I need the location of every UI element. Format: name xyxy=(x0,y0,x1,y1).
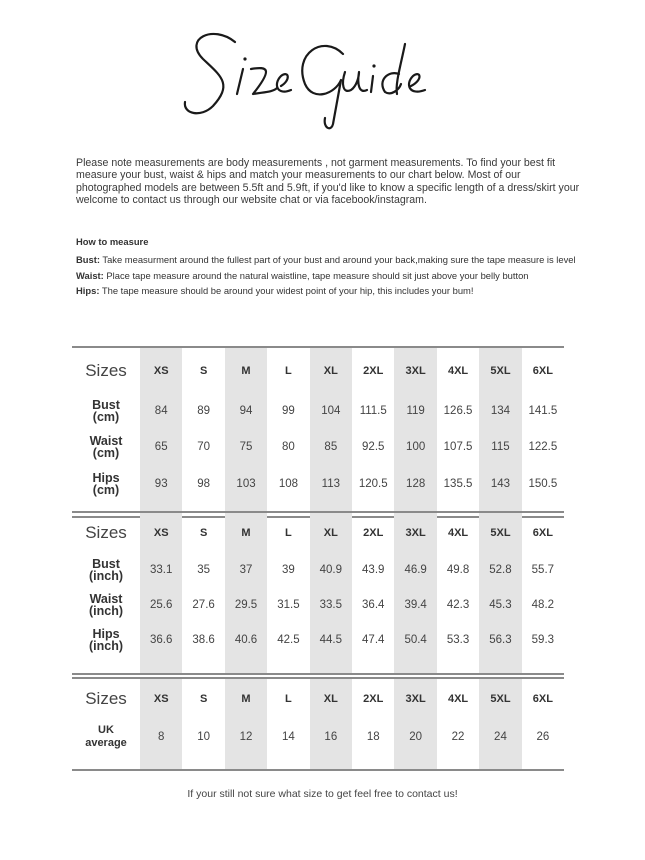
row-label: UK xyxy=(98,724,114,736)
table-cell: L xyxy=(285,365,292,377)
table-cell xyxy=(182,755,224,769)
table-cell: 40.6 xyxy=(225,623,267,657)
table-cell: XL xyxy=(310,679,352,719)
table-cell: 31.5 xyxy=(277,599,300,611)
table-cell: 113 xyxy=(310,466,352,502)
table-row xyxy=(72,466,564,502)
table-cell: 107.5 xyxy=(443,441,473,453)
table-cell: 104 xyxy=(310,394,352,428)
table-cell: 55.7 xyxy=(531,564,555,576)
table-cell: 70 xyxy=(197,441,210,453)
table-cell: 80 xyxy=(282,441,295,453)
table-cell: 4XL xyxy=(447,527,469,539)
table-cell: 115 xyxy=(479,428,521,466)
table-cell: XS xyxy=(140,348,182,394)
table-cell: 46.9 xyxy=(394,553,436,587)
row-label xyxy=(72,435,140,459)
table-cell: 85 xyxy=(310,428,352,466)
table-cell: 128 xyxy=(394,466,436,502)
table-cell xyxy=(225,755,267,769)
table-cell: 14 xyxy=(282,731,295,743)
table-cell: 49.8 xyxy=(446,564,470,576)
table-cell: XS xyxy=(140,513,182,553)
table-cell: 2XL xyxy=(363,693,384,705)
table-cell: 47.4 xyxy=(362,634,385,646)
table-cell: 27.6 xyxy=(192,599,215,611)
row-label: (inch) xyxy=(88,604,124,618)
table-cell xyxy=(437,755,479,769)
row-label xyxy=(72,593,140,617)
table-cell: 89 xyxy=(197,405,210,417)
table-cell: 141.5 xyxy=(528,405,558,417)
table-cell: XL xyxy=(310,348,352,394)
table-cell: 44.5 xyxy=(310,623,352,657)
table-cell: M xyxy=(225,513,267,553)
row-label xyxy=(72,558,140,582)
table-cell: 3XL xyxy=(394,679,436,719)
table-cell: 16 xyxy=(310,719,352,755)
table-cell: 92.5 xyxy=(362,441,385,453)
table-cell: 3XL xyxy=(394,348,436,394)
table-cell xyxy=(310,755,352,769)
table-cell xyxy=(394,657,436,673)
row-label: Sizes xyxy=(85,523,127,542)
table-cell: 36.6 xyxy=(140,623,182,657)
table-cell: 48.2 xyxy=(531,599,555,611)
table-cell: S xyxy=(199,365,208,377)
inch-table xyxy=(72,511,564,675)
row-label: Sizes xyxy=(85,361,127,380)
table-cell xyxy=(394,755,436,769)
table-cell: 6XL xyxy=(532,365,553,377)
row-label: (cm) xyxy=(92,410,120,424)
table-cell: 59.3 xyxy=(531,634,555,646)
table-cell: 56.3 xyxy=(479,623,521,657)
table-cell: 26 xyxy=(536,731,550,743)
table-cell: 52.8 xyxy=(479,553,521,587)
row-label: Bust xyxy=(92,398,120,412)
row-label: Waist xyxy=(89,434,123,448)
table-cell xyxy=(225,657,267,673)
table-cell: 38.6 xyxy=(192,634,215,646)
table-cell: L xyxy=(285,527,292,539)
table-row xyxy=(72,587,564,623)
table-cell: 25.6 xyxy=(140,587,182,623)
table-cell: 5XL xyxy=(479,679,521,719)
table-row xyxy=(72,394,564,428)
table-header xyxy=(72,348,564,394)
table-cell: 36.4 xyxy=(362,599,385,611)
table-cell: 5XL xyxy=(479,348,521,394)
table-cell: 24 xyxy=(479,719,521,755)
table-cell: 108 xyxy=(278,478,299,490)
table-cell: 6XL xyxy=(532,693,553,705)
row-label: Waist xyxy=(89,592,123,606)
table-cell: 42.3 xyxy=(446,599,470,611)
hips-instruction: Hips: The tape measure should be around your widest point of your hip, this includes your bum! xyxy=(76,285,474,297)
row-label: (inch) xyxy=(88,639,124,653)
table-cell: 93 xyxy=(140,466,182,502)
table-cell xyxy=(479,755,521,769)
table-cell: 134 xyxy=(479,394,521,428)
intro-text: Please note measurements are body measurements , not garment measurements. To find your best fit measure your bust, waist & hips and match your measurements to our chart below. Most of our photographed models are between 5.5ft and 5.9ft, if you'd like to know a specific length of a dress/skirt your welcome to contact us through our website chat or via facebook/instagram. xyxy=(76,157,580,207)
table-cell: 6XL xyxy=(532,527,553,539)
table-cell: 65 xyxy=(140,428,182,466)
footer-note: If your still not sure what size to get feel free to contact us! xyxy=(187,788,458,800)
table-cell xyxy=(352,657,394,673)
table-cell: M xyxy=(225,348,267,394)
table-cell xyxy=(140,657,182,673)
table-cell: 135.5 xyxy=(443,478,473,490)
waist-instruction: Waist: Place tape measure around the natural waistline, tape measure should sit just above your belly button xyxy=(76,269,529,281)
table-cell: 53.3 xyxy=(446,634,470,646)
table-cell: 84 xyxy=(140,394,182,428)
table-cell: 143 xyxy=(479,466,521,502)
row-label xyxy=(72,724,140,750)
table-cell: 39.4 xyxy=(394,587,436,623)
table-cell xyxy=(522,755,564,769)
table-cell: 22 xyxy=(451,731,465,743)
table-cell: 75 xyxy=(225,428,267,466)
table-cell: 2XL xyxy=(363,527,384,539)
table-cell: 120.5 xyxy=(358,478,388,490)
table-cell xyxy=(437,657,479,673)
table-cell: 10 xyxy=(197,731,210,743)
table-cell: 150.5 xyxy=(528,478,558,490)
table-cell: 12 xyxy=(225,719,267,755)
table-cell: 98 xyxy=(197,478,210,490)
table-header xyxy=(72,679,564,719)
table-cell: 103 xyxy=(225,466,267,502)
table-row xyxy=(72,719,564,755)
table-row xyxy=(72,428,564,466)
table-cell: 29.5 xyxy=(225,587,267,623)
row-label: (cm) xyxy=(92,446,120,460)
page-title xyxy=(0,14,645,132)
table-cell: 42.5 xyxy=(277,634,300,646)
table-cell: 2XL xyxy=(363,365,384,377)
table-cell: XS xyxy=(140,679,182,719)
table-cell: M xyxy=(225,679,267,719)
table-cell: 18 xyxy=(366,731,380,743)
bust-instruction: Bust: Take measurment around the fullest part of your bust and around your back,making sure the tape measure is level xyxy=(76,253,576,265)
table-cell: 35 xyxy=(197,564,210,576)
table-cell: 94 xyxy=(225,394,267,428)
cm-table xyxy=(72,346,564,518)
size-guide-logo xyxy=(173,14,473,132)
table-cell: XL xyxy=(310,513,352,553)
table-cell: 122.5 xyxy=(528,441,558,453)
table-cell: 111.5 xyxy=(359,405,387,417)
row-label: Bust xyxy=(92,557,120,571)
table-cell: 37 xyxy=(225,553,267,587)
row-label: Hips xyxy=(92,627,120,641)
how-to-heading: How to measure xyxy=(76,236,149,247)
table-cell: 39 xyxy=(282,564,295,576)
table-cell xyxy=(479,657,521,673)
table-cell xyxy=(310,657,352,673)
table-cell: 126.5 xyxy=(443,405,473,417)
table-row xyxy=(72,623,564,657)
table-row xyxy=(72,553,564,587)
table-cell: 33.1 xyxy=(140,553,182,587)
table-cell: S xyxy=(199,693,208,705)
row-label: (cm) xyxy=(92,483,120,497)
table-cell: 4XL xyxy=(447,365,469,377)
how-to-measure xyxy=(76,236,581,301)
table-cell: 50.4 xyxy=(394,623,436,657)
row-label: Sizes xyxy=(85,689,127,708)
table-cell xyxy=(522,657,564,673)
table-cell: 43.9 xyxy=(362,564,385,576)
table-cell xyxy=(140,755,182,769)
table-cell: 45.3 xyxy=(479,587,521,623)
uk-table xyxy=(72,677,564,771)
table-cell: 40.9 xyxy=(310,553,352,587)
table-cell: L xyxy=(285,693,292,705)
row-label: average xyxy=(85,737,127,749)
table-cell: 119 xyxy=(394,394,436,428)
table-cell: S xyxy=(199,527,208,539)
table-cell: 99 xyxy=(282,405,295,417)
row-label xyxy=(72,472,140,496)
table-cell xyxy=(267,657,309,673)
row-label: (inch) xyxy=(88,569,124,583)
table-cell: 4XL xyxy=(447,693,469,705)
table-cell: 3XL xyxy=(394,513,436,553)
row-label: Hips xyxy=(92,471,120,485)
table-cell: 100 xyxy=(394,428,436,466)
row-label xyxy=(72,628,140,652)
table-header xyxy=(72,513,564,553)
table-cell xyxy=(267,755,309,769)
table-cell xyxy=(182,657,224,673)
table-cell: 20 xyxy=(394,719,436,755)
table-cell: 33.5 xyxy=(310,587,352,623)
table-cell: 8 xyxy=(140,719,182,755)
row-label xyxy=(72,399,140,423)
table-cell xyxy=(352,755,394,769)
table-cell: 5XL xyxy=(479,513,521,553)
